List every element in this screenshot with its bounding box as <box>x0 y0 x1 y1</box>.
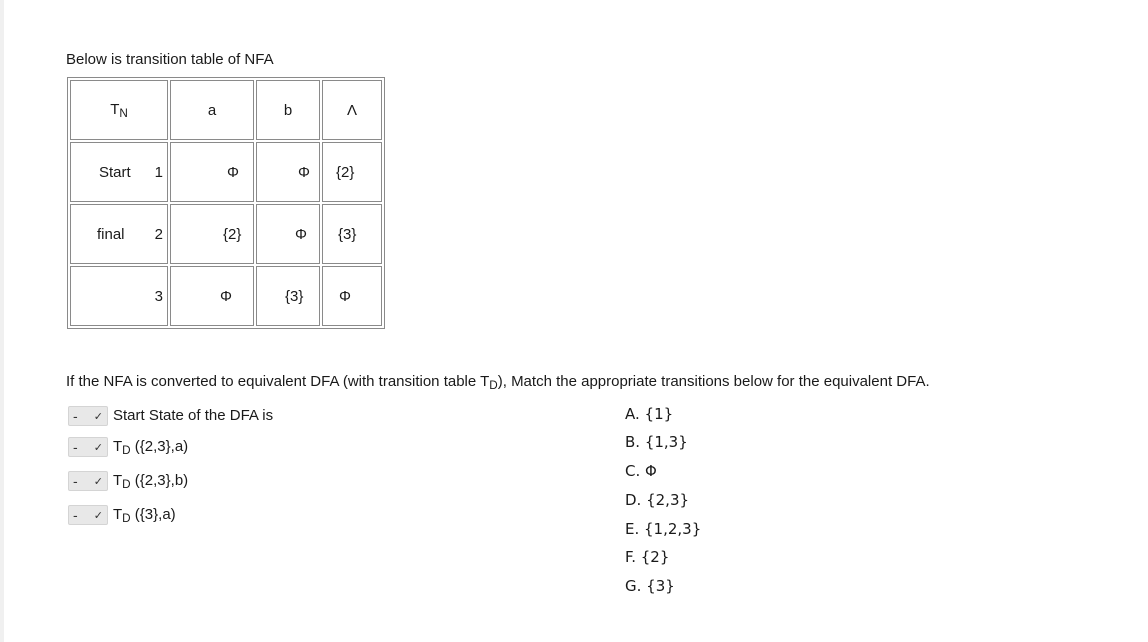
answer-option: A. {1} <box>625 405 674 423</box>
cell-lambda: {3} <box>322 204 382 264</box>
selected-value: - <box>73 439 78 455</box>
answer-option: D. {2,3} <box>625 491 690 509</box>
state-label: final <box>97 225 125 243</box>
match-row-td-23-a <box>68 436 188 458</box>
header-state-label: $T_N$ <box>110 100 128 120</box>
table-header-row <box>70 80 382 140</box>
match-select[interactable] <box>68 505 108 525</box>
state-number: 1 <box>154 163 163 181</box>
state-cell <box>70 142 168 202</box>
answer-option: C. Φ <box>625 462 657 480</box>
cell-a: Φ <box>170 266 254 326</box>
chevron-down-icon: ✓ <box>93 509 103 522</box>
match-row-td-23-b <box>68 470 188 492</box>
cell-b: Φ <box>256 142 320 202</box>
left-border <box>0 0 4 642</box>
header-lambda: Λ <box>322 80 382 140</box>
match-row-td-3-a <box>68 504 176 526</box>
match-row-start-state <box>68 405 273 427</box>
cell-b: Φ <box>256 204 320 264</box>
state-cell <box>70 266 168 326</box>
nfa-transition-table <box>67 77 385 329</box>
match-prompt: Start State of the DFA is <box>113 406 274 424</box>
chevron-down-icon: ✓ <box>93 475 103 488</box>
selected-value: - <box>73 408 78 424</box>
table-row <box>70 142 382 202</box>
state-label: Start <box>99 163 131 181</box>
match-select[interactable] <box>68 406 108 426</box>
intro-text: Below is transition table of NFA <box>66 51 274 68</box>
header-a: a <box>170 80 254 140</box>
chevron-down-icon: ✓ <box>93 410 103 423</box>
table-row <box>70 204 382 264</box>
answer-option: G. {3} <box>625 577 675 595</box>
cell-a: Φ <box>170 142 254 202</box>
answer-option: E. {1,2,3} <box>625 520 702 538</box>
header-state-cell <box>70 80 168 140</box>
state-number: 3 <box>154 287 163 305</box>
match-prompt: $T_D$ ({3},a) <box>113 505 176 525</box>
match-select[interactable] <box>68 471 108 491</box>
match-prompt: $T_D$ ({2,3},a) <box>113 437 189 457</box>
cell-lambda: {2} <box>322 142 382 202</box>
cell-b: {3} <box>256 266 320 326</box>
cell-lambda: Φ <box>322 266 382 326</box>
match-prompt: $T_D$ ({2,3},b) <box>113 471 189 491</box>
cell-a: {2} <box>170 204 254 264</box>
chevron-down-icon: ✓ <box>93 441 103 454</box>
header-b: b <box>256 80 320 140</box>
answer-option: F. {2} <box>625 548 670 566</box>
table-row <box>70 266 382 326</box>
question-text: If the NFA is converted to equivalent DFA (with transition table $T_D$), Match the appropriate transitions below for the equivalent DFA. <box>66 373 930 392</box>
selected-value: - <box>73 473 78 489</box>
state-number: 2 <box>154 225 163 243</box>
selected-value: - <box>73 507 78 523</box>
answer-option: B. {1,3} <box>625 433 688 451</box>
state-cell <box>70 204 168 264</box>
match-select[interactable] <box>68 437 108 457</box>
